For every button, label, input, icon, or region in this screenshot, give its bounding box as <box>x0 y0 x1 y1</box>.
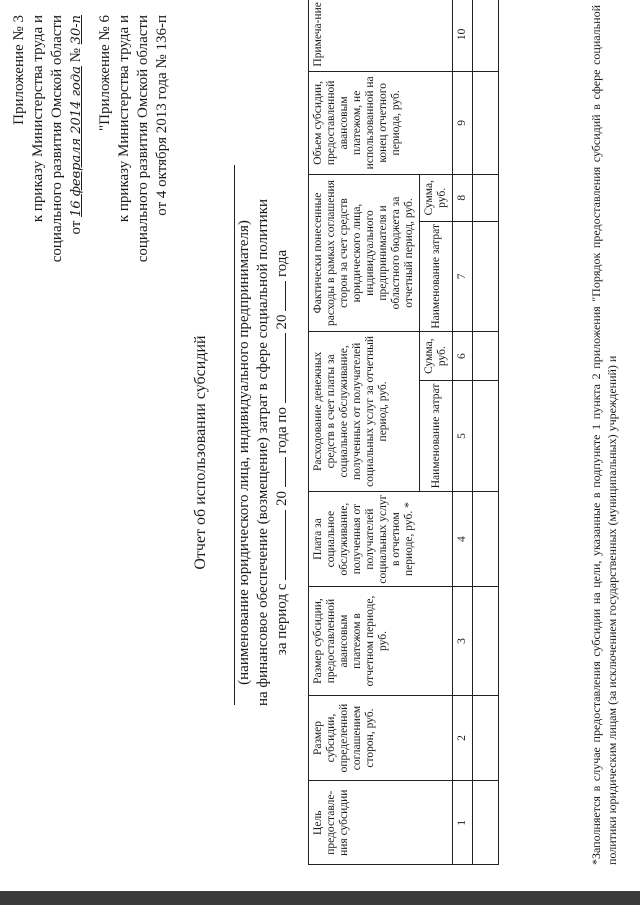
col-number: 9 <box>453 71 473 174</box>
handwritten-date: 16 февраля 2014 года <box>69 66 84 217</box>
col-number: 7 <box>453 221 473 332</box>
col-number: 8 <box>453 174 473 221</box>
appendix-number: Приложение № 3 <box>11 15 27 125</box>
appendix-prev-header <box>96 15 172 415</box>
col-header-advance-amount: Размер субсидии, предоставленной авансовым платежом в отчетном периоде, руб. <box>309 587 453 695</box>
table-cell <box>473 174 499 221</box>
scan-edge-shadow <box>0 891 640 905</box>
period-end-blank <box>285 333 286 403</box>
appendix-prev-date: от 4 октября 2013 года № 136-п <box>154 15 170 216</box>
table-cell <box>473 0 499 71</box>
handwritten-number: 30-п <box>69 15 84 45</box>
table-cell <box>473 71 499 174</box>
col-header-purpose: Цель предоставле-ния субсидии <box>309 781 453 865</box>
report-title: Отчет об использовании субсидий <box>192 335 209 570</box>
period-start-blank <box>285 510 286 580</box>
col-number: 10 <box>453 0 473 71</box>
col-number: 6 <box>453 332 473 381</box>
subheader-cost-name-2: Наименование затрат <box>420 221 453 332</box>
report-period: за период с 20 года по 20 года <box>274 249 290 656</box>
table-empty-row <box>473 0 499 865</box>
appendix-ministry: социального развития Омской области <box>49 15 65 263</box>
table-cell <box>473 491 499 587</box>
subheader-amount-2: Сумма, руб. <box>420 174 453 221</box>
report-purpose: на финансовое обеспечение (возмещение) затрат в сфере социальной политики <box>255 198 271 707</box>
subheader-amount-1: Сумма, руб. <box>420 332 453 381</box>
col-header-agreed-amount: Размер субсидии, определенной соглашением сторон, руб. <box>309 695 453 781</box>
col-number: 5 <box>453 381 473 492</box>
appendix-order-ref: к приказу Министерства труда и <box>30 15 46 223</box>
col-header-service-fee: Плата за социальное обслуживание, полученная от получателей социальных услуг в отчетном периоде, руб. * <box>309 491 453 587</box>
appendix-header <box>10 15 86 415</box>
col-header-note: Примеча-ние <box>309 0 453 71</box>
period-start-year-blank <box>285 457 286 487</box>
appendix-prev-order-ref: к приказу Министерства труда и <box>116 15 132 223</box>
table-cell <box>473 381 499 492</box>
table-header-row <box>309 0 420 865</box>
footnote: *Заполняется в случае предоставления субсидии на цели, указанные в подпункте 1 пункта 2 приложения "Порядок предоставления субсидий в сфере социальной политики юридическим лицам (за исключением государственных (муниципальных) учреждений) и <box>589 5 619 865</box>
table-number-row <box>453 0 473 865</box>
col-number: 2 <box>453 695 473 781</box>
col-number: 1 <box>453 781 473 865</box>
table-cell <box>473 695 499 781</box>
subsidy-report-table <box>308 0 499 865</box>
appendix-date-line: от 16 февраля 2014 года № 30-п <box>68 15 84 235</box>
period-end-year-blank <box>285 281 286 311</box>
table-cell <box>473 587 499 695</box>
table-cell <box>473 781 499 865</box>
col-header-unused-advance: Объем субсидии, предоставленной авансовым платежом, не использованной на конец отчетного периода, руб. <box>309 71 453 174</box>
subheader-cost-name-1: Наименование затрат <box>420 381 453 492</box>
col-header-actual-costs: Фактически понесенные расходы в рамках соглашения сторон за счет средств юридического лица, индивидуального предпринимателя и областного бюджета за отчетный период, руб. <box>309 174 420 331</box>
col-number: 4 <box>453 491 473 587</box>
table-cell <box>473 221 499 332</box>
col-number: 3 <box>453 587 473 695</box>
table-cell <box>473 332 499 381</box>
appendix-prev-number: "Приложение № 6 <box>97 15 113 131</box>
appendix-prev-ministry: социального развития Омской области <box>135 15 151 263</box>
entity-caption: (наименование юридического лица, индивидуального предпринимателя) <box>236 220 252 685</box>
col-header-fee-spending: Расходование денежных средств в счет платы за социальное обслуживание, полученных от получателей социальных услуг за отчетный период, руб. <box>309 332 420 492</box>
